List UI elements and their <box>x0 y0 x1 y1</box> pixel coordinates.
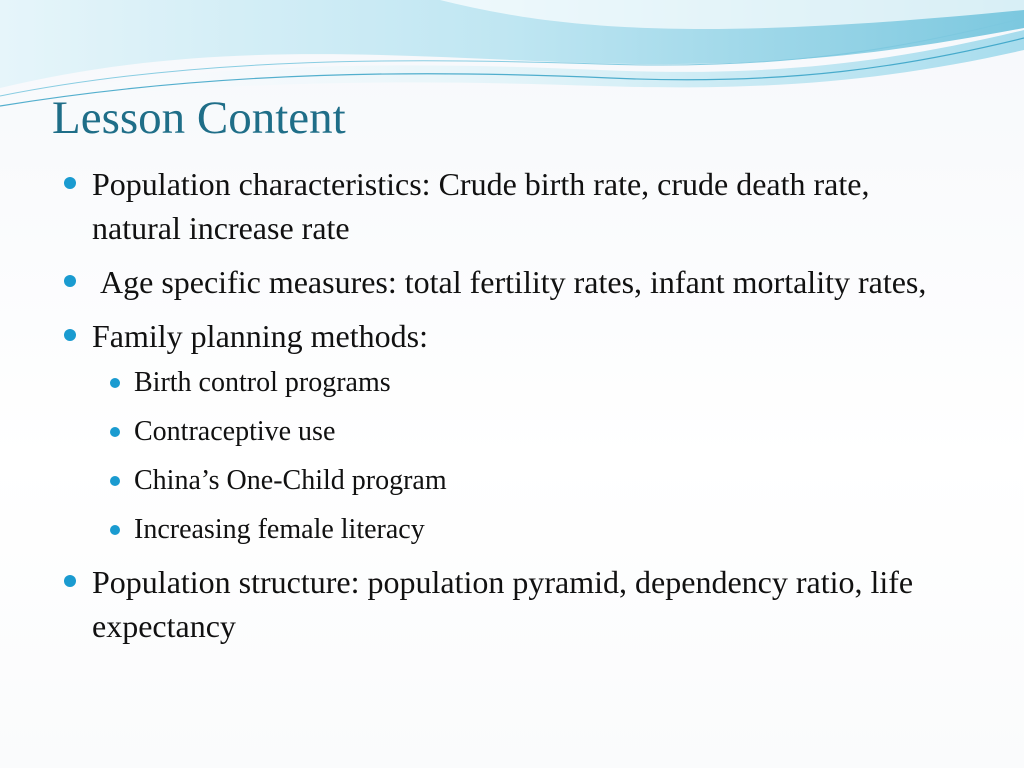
bullet-item-population-structure <box>60 560 960 648</box>
bullet-dot-icon <box>64 575 76 587</box>
bullet-item-family-planning-methods <box>60 314 960 549</box>
sub-bullet-dot-icon <box>110 525 120 535</box>
sub-bullet-list <box>92 364 960 549</box>
sub-bullet-item <box>92 364 960 402</box>
sub-bullet-dot-icon <box>110 378 120 388</box>
sub-bullet-item <box>92 413 960 451</box>
bullet-dot-icon <box>64 275 76 287</box>
sub-bullet-item <box>92 462 960 500</box>
sub-bullet-text: Contraceptive use <box>134 416 336 447</box>
sub-bullet-dot-icon <box>110 476 120 486</box>
bullet-text: Age specific measures: total fertility rates, infant mortality rates, <box>92 264 927 300</box>
bullet-text: Family planning methods: <box>92 318 428 354</box>
sub-bullet-dot-icon <box>110 427 120 437</box>
bullet-dot-icon <box>64 177 76 189</box>
sub-bullet-text: China’s One-Child program <box>134 465 447 496</box>
slide-title: Lesson Content <box>52 92 346 144</box>
bullet-dot-icon <box>64 329 76 341</box>
sub-bullet-item <box>92 511 960 549</box>
slide-content <box>60 162 960 658</box>
bullet-text: Population structure: population pyramid, dependency ratio, life expectancy <box>92 564 914 644</box>
sub-bullet-text: Birth control programs <box>134 367 391 398</box>
bullet-text: Population characteristics: Crude birth rate, crude death rate, natural increase rate <box>92 166 870 246</box>
bullet-item-age-specific-measures <box>60 260 960 304</box>
bullet-list <box>60 162 960 648</box>
bullet-item-population-characteristics <box>60 162 960 250</box>
sub-bullet-text: Increasing female literacy <box>134 514 425 545</box>
